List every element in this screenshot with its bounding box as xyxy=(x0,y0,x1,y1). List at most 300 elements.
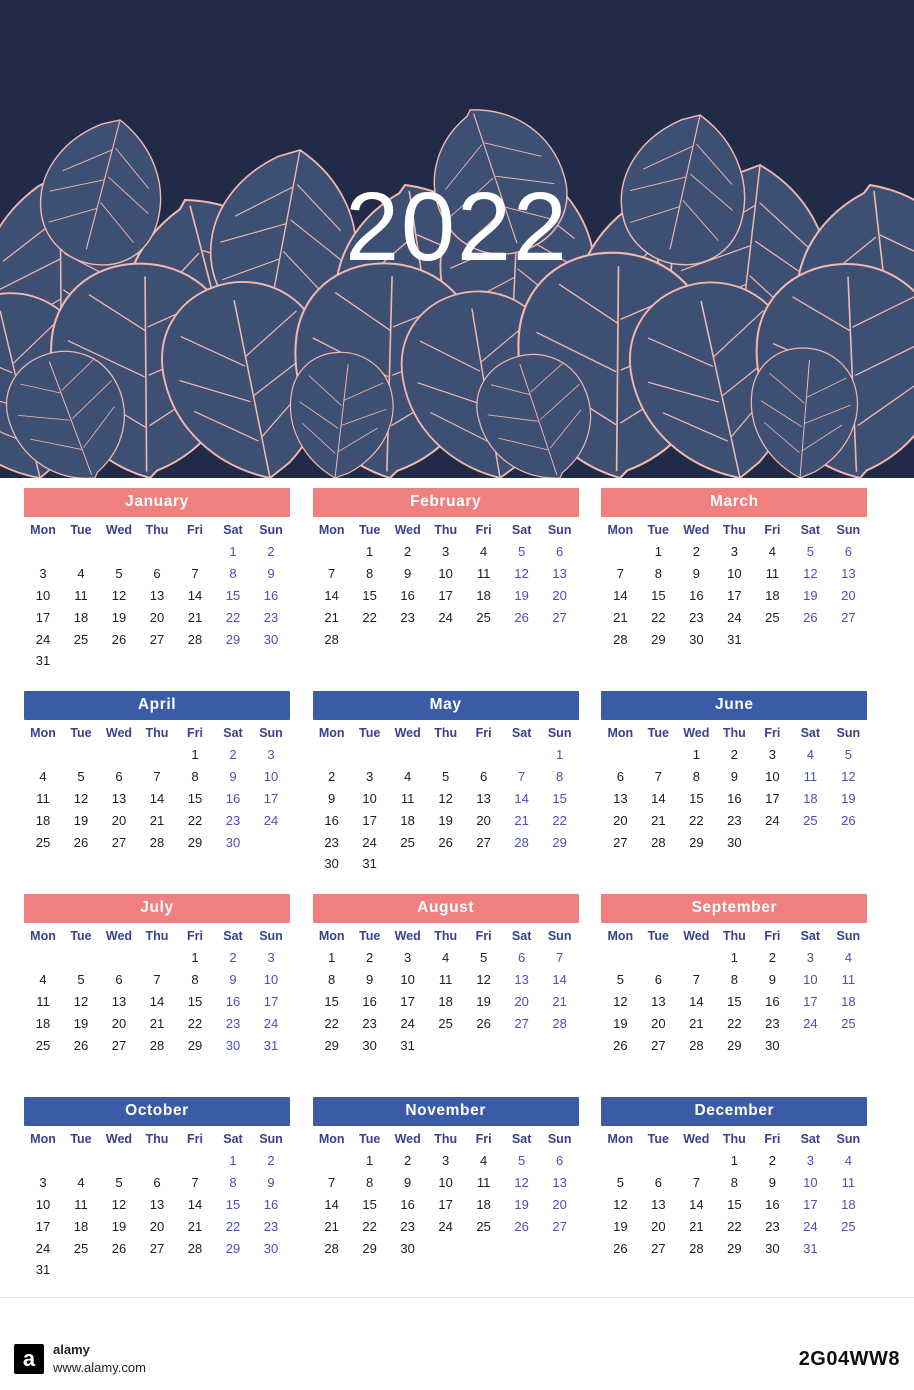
day-cell[interactable]: 8 xyxy=(328,972,336,988)
day-cell[interactable]: 28 xyxy=(149,834,165,850)
day-cell[interactable]: 22 xyxy=(727,1218,742,1234)
day-cell[interactable]: 30 xyxy=(225,834,241,850)
day-cell[interactable]: 18 xyxy=(73,609,89,625)
day-cell[interactable]: 7 xyxy=(616,566,624,582)
day-cell[interactable]: 8 xyxy=(191,769,199,785)
day-cell[interactable]: 15 xyxy=(362,587,377,603)
day-cell[interactable]: 14 xyxy=(514,790,529,806)
day-cell[interactable]: 14 xyxy=(187,587,203,603)
day-cell[interactable]: 3 xyxy=(366,769,374,785)
day-cell[interactable]: 28 xyxy=(324,1240,339,1256)
day-cell[interactable]: 20 xyxy=(149,609,165,625)
day-cell[interactable]: 10 xyxy=(35,1196,51,1212)
day-cell[interactable]: 9 xyxy=(404,566,412,582)
day-cell[interactable]: 7 xyxy=(518,769,526,785)
day-cell[interactable]: 21 xyxy=(324,1218,339,1234)
day-cell[interactable]: 1 xyxy=(328,950,336,966)
day-cell[interactable]: 5 xyxy=(77,972,85,988)
day-cell[interactable]: 9 xyxy=(229,972,237,988)
day-cell[interactable]: 28 xyxy=(651,834,666,850)
day-cell[interactable]: 6 xyxy=(153,1175,161,1191)
day-cell[interactable]: 30 xyxy=(765,1240,780,1256)
day-cell[interactable]: 18 xyxy=(35,812,51,828)
day-cell[interactable]: 27 xyxy=(149,631,165,647)
day-cell[interactable]: 4 xyxy=(442,950,450,966)
day-cell[interactable]: 13 xyxy=(149,587,165,603)
day-cell[interactable]: 24 xyxy=(438,1218,453,1234)
day-cell[interactable]: 17 xyxy=(263,993,279,1009)
day-cell[interactable]: 25 xyxy=(35,1037,51,1053)
day-cell[interactable]: 29 xyxy=(187,834,203,850)
day-cell[interactable]: 18 xyxy=(803,790,818,806)
day-cell[interactable]: 22 xyxy=(187,812,203,828)
day-cell[interactable]: 26 xyxy=(841,812,856,828)
day-cell[interactable]: 2 xyxy=(768,950,776,966)
day-cell[interactable]: 26 xyxy=(111,1240,127,1256)
day-cell[interactable]: 20 xyxy=(651,1015,666,1031)
day-cell[interactable]: 27 xyxy=(651,1037,666,1053)
day-cell[interactable]: 13 xyxy=(651,1196,666,1212)
day-cell[interactable]: 24 xyxy=(803,1218,818,1234)
day-cell[interactable]: 25 xyxy=(841,1015,856,1031)
day-cell[interactable]: 24 xyxy=(803,1015,818,1031)
day-cell[interactable]: 14 xyxy=(324,587,339,603)
day-cell[interactable]: 24 xyxy=(438,609,453,625)
day-cell[interactable]: 21 xyxy=(324,609,339,625)
day-cell[interactable]: 28 xyxy=(613,631,628,647)
day-cell[interactable]: 10 xyxy=(803,972,818,988)
day-cell[interactable]: 16 xyxy=(263,1196,279,1212)
day-cell[interactable]: 17 xyxy=(400,993,415,1009)
day-cell[interactable]: 6 xyxy=(556,544,564,560)
day-cell[interactable]: 14 xyxy=(689,1196,704,1212)
day-cell[interactable]: 21 xyxy=(514,812,529,828)
day-cell[interactable]: 14 xyxy=(149,790,165,806)
day-cell[interactable]: 1 xyxy=(229,544,237,560)
day-cell[interactable]: 4 xyxy=(77,566,85,582)
day-cell[interactable]: 5 xyxy=(616,972,624,988)
day-cell[interactable]: 20 xyxy=(514,993,529,1009)
day-cell[interactable]: 24 xyxy=(263,812,279,828)
day-cell[interactable]: 13 xyxy=(111,993,127,1009)
day-cell[interactable]: 13 xyxy=(552,1175,567,1191)
day-cell[interactable]: 11 xyxy=(803,769,818,785)
day-cell[interactable]: 20 xyxy=(651,1218,666,1234)
day-cell[interactable]: 26 xyxy=(73,834,89,850)
day-cell[interactable]: 31 xyxy=(263,1037,279,1053)
day-cell[interactable]: 5 xyxy=(518,1153,526,1169)
day-cell[interactable]: 27 xyxy=(476,834,491,850)
day-cell[interactable]: 16 xyxy=(225,993,241,1009)
day-cell[interactable]: 15 xyxy=(187,993,203,1009)
day-cell[interactable]: 12 xyxy=(476,972,491,988)
day-cell[interactable]: 6 xyxy=(654,1175,662,1191)
day-cell[interactable]: 2 xyxy=(692,544,700,560)
day-cell[interactable]: 15 xyxy=(651,587,666,603)
day-cell[interactable]: 24 xyxy=(765,812,780,828)
day-cell[interactable]: 10 xyxy=(263,769,279,785)
day-cell[interactable]: 27 xyxy=(514,1015,529,1031)
day-cell[interactable]: 30 xyxy=(727,834,742,850)
day-cell[interactable]: 1 xyxy=(191,950,199,966)
day-cell[interactable]: 10 xyxy=(263,972,279,988)
day-cell[interactable]: 27 xyxy=(149,1240,165,1256)
day-cell[interactable]: 16 xyxy=(727,790,742,806)
day-cell[interactable]: 9 xyxy=(229,769,237,785)
day-cell[interactable]: 26 xyxy=(613,1037,628,1053)
day-cell[interactable]: 6 xyxy=(480,769,488,785)
day-cell[interactable]: 20 xyxy=(149,1218,165,1234)
day-cell[interactable]: 29 xyxy=(689,834,704,850)
day-cell[interactable]: 15 xyxy=(552,790,567,806)
day-cell[interactable]: 28 xyxy=(187,631,203,647)
day-cell[interactable]: 12 xyxy=(111,1196,127,1212)
day-cell[interactable]: 14 xyxy=(651,790,666,806)
day-cell[interactable]: 16 xyxy=(225,790,241,806)
day-cell[interactable]: 10 xyxy=(438,566,453,582)
day-cell[interactable]: 2 xyxy=(404,1153,412,1169)
day-cell[interactable]: 23 xyxy=(400,1218,415,1234)
day-cell[interactable]: 28 xyxy=(689,1037,704,1053)
day-cell[interactable]: 19 xyxy=(73,1015,89,1031)
day-cell[interactable]: 15 xyxy=(362,1196,377,1212)
day-cell[interactable]: 11 xyxy=(841,972,856,988)
day-cell[interactable]: 30 xyxy=(765,1037,780,1053)
day-cell[interactable]: 18 xyxy=(841,1196,856,1212)
day-cell[interactable]: 29 xyxy=(552,834,567,850)
day-cell[interactable]: 13 xyxy=(651,993,666,1009)
day-cell[interactable]: 21 xyxy=(187,1218,203,1234)
day-cell[interactable]: 18 xyxy=(35,1015,51,1031)
day-cell[interactable]: 23 xyxy=(263,1218,279,1234)
day-cell[interactable]: 25 xyxy=(476,609,491,625)
day-cell[interactable]: 16 xyxy=(362,993,377,1009)
day-cell[interactable]: 6 xyxy=(556,1153,564,1169)
day-cell[interactable]: 12 xyxy=(73,993,89,1009)
day-cell[interactable]: 14 xyxy=(689,993,704,1009)
day-cell[interactable]: 17 xyxy=(727,587,742,603)
day-cell[interactable]: 31 xyxy=(803,1240,818,1256)
day-cell[interactable]: 2 xyxy=(267,1153,275,1169)
day-cell[interactable]: 17 xyxy=(803,993,818,1009)
day-cell[interactable]: 26 xyxy=(514,1218,529,1234)
day-cell[interactable]: 21 xyxy=(613,609,628,625)
day-cell[interactable]: 7 xyxy=(191,566,199,582)
day-cell[interactable]: 11 xyxy=(841,1175,856,1191)
day-cell[interactable]: 13 xyxy=(613,790,628,806)
day-cell[interactable]: 22 xyxy=(727,1015,742,1031)
day-cell[interactable]: 27 xyxy=(613,834,628,850)
day-cell[interactable]: 10 xyxy=(727,566,742,582)
day-cell[interactable]: 8 xyxy=(366,1175,374,1191)
day-cell[interactable]: 7 xyxy=(153,769,161,785)
day-cell[interactable]: 28 xyxy=(552,1015,567,1031)
day-cell[interactable]: 25 xyxy=(476,1218,491,1234)
day-cell[interactable]: 25 xyxy=(35,834,51,850)
day-cell[interactable]: 6 xyxy=(654,972,662,988)
day-cell[interactable]: 31 xyxy=(35,1262,51,1278)
day-cell[interactable]: 10 xyxy=(400,972,415,988)
day-cell[interactable]: 11 xyxy=(36,993,50,1009)
day-cell[interactable]: 28 xyxy=(514,834,529,850)
day-cell[interactable]: 12 xyxy=(613,1196,628,1212)
day-cell[interactable]: 20 xyxy=(476,812,491,828)
day-cell[interactable]: 17 xyxy=(803,1196,818,1212)
day-cell[interactable]: 7 xyxy=(654,769,662,785)
day-cell[interactable]: 18 xyxy=(438,993,453,1009)
day-cell[interactable]: 18 xyxy=(841,993,856,1009)
day-cell[interactable]: 23 xyxy=(324,834,339,850)
day-cell[interactable]: 11 xyxy=(74,1196,88,1212)
day-cell[interactable]: 13 xyxy=(514,972,529,988)
day-cell[interactable]: 3 xyxy=(39,1175,47,1191)
day-cell[interactable]: 2 xyxy=(730,747,738,763)
day-cell[interactable]: 21 xyxy=(149,1015,165,1031)
day-cell[interactable]: 19 xyxy=(438,812,453,828)
day-cell[interactable]: 14 xyxy=(324,1196,339,1212)
day-cell[interactable]: 25 xyxy=(73,1240,89,1256)
day-cell[interactable]: 21 xyxy=(651,812,666,828)
day-cell[interactable]: 3 xyxy=(442,544,450,560)
day-cell[interactable]: 1 xyxy=(229,1153,237,1169)
day-cell[interactable]: 2 xyxy=(267,544,275,560)
day-cell[interactable]: 20 xyxy=(111,1015,127,1031)
day-cell[interactable]: 8 xyxy=(654,566,662,582)
day-cell[interactable]: 13 xyxy=(841,566,856,582)
day-cell[interactable]: 19 xyxy=(111,1218,127,1234)
day-cell[interactable]: 17 xyxy=(35,609,51,625)
day-cell[interactable]: 30 xyxy=(689,631,704,647)
day-cell[interactable]: 5 xyxy=(616,1175,624,1191)
day-cell[interactable]: 5 xyxy=(77,769,85,785)
day-cell[interactable]: 5 xyxy=(115,566,123,582)
day-cell[interactable]: 9 xyxy=(692,566,700,582)
day-cell[interactable]: 18 xyxy=(476,1196,491,1212)
day-cell[interactable]: 13 xyxy=(149,1196,165,1212)
day-cell[interactable]: 8 xyxy=(692,769,700,785)
day-cell[interactable]: 20 xyxy=(841,587,856,603)
day-cell[interactable]: 14 xyxy=(187,1196,203,1212)
day-cell[interactable]: 6 xyxy=(153,566,161,582)
day-cell[interactable]: 10 xyxy=(803,1175,818,1191)
day-cell[interactable]: 29 xyxy=(727,1037,742,1053)
day-cell[interactable]: 2 xyxy=(229,950,237,966)
day-cell[interactable]: 23 xyxy=(727,812,742,828)
day-cell[interactable]: 21 xyxy=(187,609,203,625)
day-cell[interactable]: 13 xyxy=(111,790,127,806)
day-cell[interactable]: 24 xyxy=(362,834,377,850)
day-cell[interactable]: 8 xyxy=(730,1175,738,1191)
day-cell[interactable]: 17 xyxy=(765,790,780,806)
day-cell[interactable]: 15 xyxy=(324,993,339,1009)
day-cell[interactable]: 12 xyxy=(73,790,89,806)
day-cell[interactable]: 11 xyxy=(74,587,88,603)
day-cell[interactable]: 26 xyxy=(438,834,453,850)
day-cell[interactable]: 22 xyxy=(552,812,567,828)
day-cell[interactable]: 15 xyxy=(225,587,241,603)
day-cell[interactable]: 22 xyxy=(187,1015,203,1031)
day-cell[interactable]: 25 xyxy=(438,1015,453,1031)
day-cell[interactable]: 10 xyxy=(765,769,780,785)
day-cell[interactable]: 8 xyxy=(229,566,237,582)
day-cell[interactable]: 4 xyxy=(480,544,488,560)
day-cell[interactable]: 15 xyxy=(727,993,742,1009)
day-cell[interactable]: 17 xyxy=(438,1196,453,1212)
day-cell[interactable]: 9 xyxy=(366,972,374,988)
day-cell[interactable]: 22 xyxy=(362,1218,377,1234)
day-cell[interactable]: 16 xyxy=(689,587,704,603)
day-cell[interactable]: 2 xyxy=(404,544,412,560)
day-cell[interactable]: 29 xyxy=(362,1240,377,1256)
day-cell[interactable]: 3 xyxy=(267,747,275,763)
day-cell[interactable]: 9 xyxy=(768,1175,776,1191)
day-cell[interactable]: 5 xyxy=(844,747,852,763)
day-cell[interactable]: 13 xyxy=(476,790,491,806)
day-cell[interactable]: 4 xyxy=(480,1153,488,1169)
day-cell[interactable]: 31 xyxy=(400,1037,415,1053)
day-cell[interactable]: 23 xyxy=(263,609,279,625)
day-cell[interactable]: 4 xyxy=(768,544,776,560)
day-cell[interactable]: 7 xyxy=(191,1175,199,1191)
day-cell[interactable]: 7 xyxy=(153,972,161,988)
day-cell[interactable]: 15 xyxy=(187,790,203,806)
day-cell[interactable]: 3 xyxy=(39,566,47,582)
day-cell[interactable]: 25 xyxy=(765,609,780,625)
day-cell[interactable]: 4 xyxy=(39,972,47,988)
day-cell[interactable]: 7 xyxy=(556,950,564,966)
day-cell[interactable]: 19 xyxy=(613,1015,628,1031)
day-cell[interactable]: 10 xyxy=(438,1175,453,1191)
day-cell[interactable]: 5 xyxy=(806,544,814,560)
day-cell[interactable]: 4 xyxy=(404,769,412,785)
day-cell[interactable]: 20 xyxy=(613,812,628,828)
day-cell[interactable]: 17 xyxy=(35,1218,51,1234)
day-cell[interactable]: 24 xyxy=(35,1240,51,1256)
day-cell[interactable]: 18 xyxy=(73,1218,89,1234)
day-cell[interactable]: 25 xyxy=(400,834,415,850)
day-cell[interactable]: 24 xyxy=(400,1015,415,1031)
day-cell[interactable]: 8 xyxy=(556,769,564,785)
day-cell[interactable]: 28 xyxy=(187,1240,203,1256)
day-cell[interactable]: 19 xyxy=(514,1196,529,1212)
day-cell[interactable]: 30 xyxy=(225,1037,241,1053)
day-cell[interactable]: 9 xyxy=(730,769,738,785)
day-cell[interactable]: 6 xyxy=(844,544,852,560)
day-cell[interactable]: 22 xyxy=(689,812,704,828)
day-cell[interactable]: 9 xyxy=(328,790,336,806)
day-cell[interactable]: 18 xyxy=(400,812,415,828)
day-cell[interactable]: 27 xyxy=(841,609,856,625)
day-cell[interactable]: 30 xyxy=(324,856,339,872)
day-cell[interactable]: 4 xyxy=(77,1175,85,1191)
day-cell[interactable]: 25 xyxy=(73,631,89,647)
day-cell[interactable]: 8 xyxy=(730,972,738,988)
day-cell[interactable]: 31 xyxy=(35,653,51,669)
day-cell[interactable]: 2 xyxy=(328,769,336,785)
day-cell[interactable]: 16 xyxy=(400,1196,415,1212)
day-cell[interactable]: 13 xyxy=(552,566,567,582)
day-cell[interactable]: 20 xyxy=(552,1196,567,1212)
day-cell[interactable]: 23 xyxy=(765,1015,780,1031)
day-cell[interactable]: 11 xyxy=(36,790,50,806)
day-cell[interactable]: 12 xyxy=(514,566,529,582)
day-cell[interactable]: 29 xyxy=(727,1240,742,1256)
day-cell[interactable]: 16 xyxy=(765,993,780,1009)
day-cell[interactable]: 10 xyxy=(35,587,51,603)
day-cell[interactable]: 26 xyxy=(476,1015,491,1031)
day-cell[interactable]: 9 xyxy=(768,972,776,988)
day-cell[interactable]: 31 xyxy=(362,856,377,872)
day-cell[interactable]: 9 xyxy=(267,566,275,582)
day-cell[interactable]: 12 xyxy=(841,769,856,785)
day-cell[interactable]: 15 xyxy=(689,790,704,806)
day-cell[interactable]: 30 xyxy=(400,1240,415,1256)
day-cell[interactable]: 7 xyxy=(692,1175,700,1191)
day-cell[interactable]: 14 xyxy=(149,993,165,1009)
day-cell[interactable]: 22 xyxy=(225,1218,241,1234)
day-cell[interactable]: 15 xyxy=(727,1196,742,1212)
day-cell[interactable]: 5 xyxy=(442,769,450,785)
day-cell[interactable]: 22 xyxy=(324,1015,339,1031)
day-cell[interactable]: 4 xyxy=(844,950,852,966)
day-cell[interactable]: 14 xyxy=(552,972,567,988)
day-cell[interactable]: 1 xyxy=(730,1153,738,1169)
day-cell[interactable]: 29 xyxy=(225,1240,241,1256)
day-cell[interactable]: 18 xyxy=(476,587,491,603)
day-cell[interactable]: 19 xyxy=(613,1218,628,1234)
day-cell[interactable]: 7 xyxy=(692,972,700,988)
day-cell[interactable]: 14 xyxy=(613,587,628,603)
day-cell[interactable]: 7 xyxy=(328,1175,336,1191)
day-cell[interactable]: 1 xyxy=(692,747,700,763)
day-cell[interactable]: 7 xyxy=(328,566,336,582)
day-cell[interactable]: 23 xyxy=(765,1218,780,1234)
day-cell[interactable]: 4 xyxy=(806,747,814,763)
day-cell[interactable]: 25 xyxy=(803,812,818,828)
day-cell[interactable]: 11 xyxy=(438,972,453,988)
day-cell[interactable]: 16 xyxy=(324,812,339,828)
day-cell[interactable]: 23 xyxy=(225,1015,241,1031)
day-cell[interactable]: 18 xyxy=(765,587,780,603)
day-cell[interactable]: 12 xyxy=(803,566,818,582)
day-cell[interactable]: 29 xyxy=(324,1037,339,1053)
day-cell[interactable]: 24 xyxy=(263,1015,279,1031)
day-cell[interactable]: 24 xyxy=(35,631,51,647)
day-cell[interactable]: 4 xyxy=(844,1153,852,1169)
day-cell[interactable]: 3 xyxy=(806,950,814,966)
day-cell[interactable]: 17 xyxy=(362,812,377,828)
day-cell[interactable]: 17 xyxy=(438,587,453,603)
day-cell[interactable]: 3 xyxy=(267,950,275,966)
day-cell[interactable]: 24 xyxy=(727,609,742,625)
day-cell[interactable]: 1 xyxy=(191,747,199,763)
day-cell[interactable]: 28 xyxy=(689,1240,704,1256)
day-cell[interactable]: 12 xyxy=(438,790,453,806)
day-cell[interactable]: 30 xyxy=(263,631,279,647)
day-cell[interactable]: 12 xyxy=(613,993,628,1009)
day-cell[interactable]: 9 xyxy=(404,1175,412,1191)
day-cell[interactable]: 6 xyxy=(115,972,123,988)
day-cell[interactable]: 19 xyxy=(841,790,856,806)
day-cell[interactable]: 1 xyxy=(654,544,662,560)
day-cell[interactable]: 12 xyxy=(111,587,127,603)
day-cell[interactable]: 25 xyxy=(841,1218,856,1234)
day-cell[interactable]: 16 xyxy=(765,1196,780,1212)
day-cell[interactable]: 2 xyxy=(366,950,374,966)
day-cell[interactable]: 30 xyxy=(263,1240,279,1256)
day-cell[interactable]: 12 xyxy=(514,1175,529,1191)
day-cell[interactable]: 19 xyxy=(73,812,89,828)
